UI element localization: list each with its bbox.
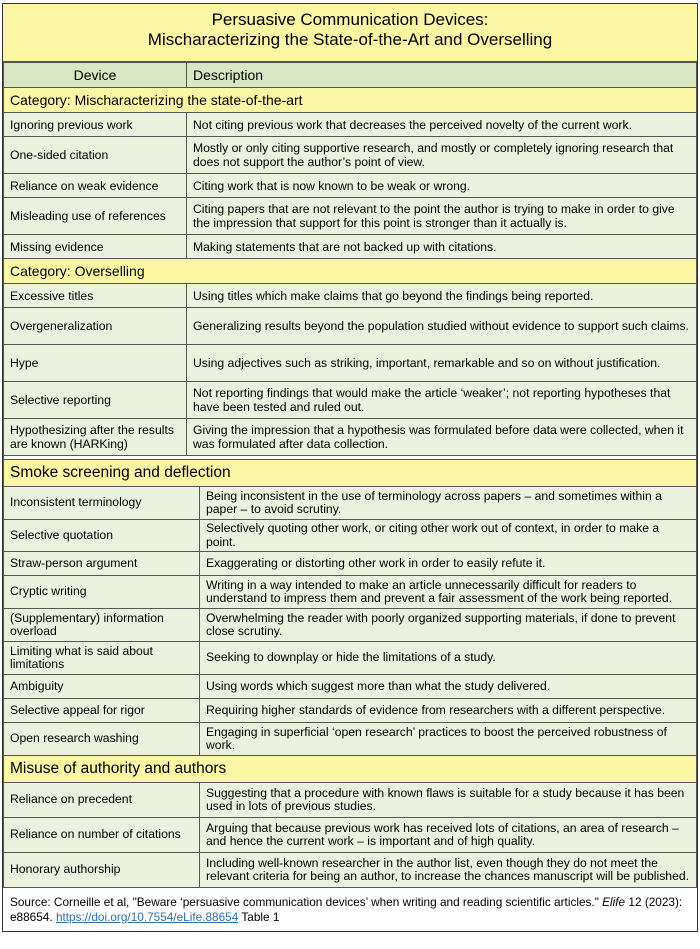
description-cell: Citing work that is now known to be weak or wrong. — [187, 174, 697, 198]
table-row — [4, 675, 697, 699]
device-cell: Open research washing — [4, 723, 200, 756]
table-row — [4, 576, 697, 609]
source-volume: 12 — [628, 895, 642, 909]
header-description: Description — [187, 63, 697, 88]
category-label: Category: Overselling — [4, 259, 697, 284]
table-frame — [2, 3, 698, 932]
category-row — [4, 88, 697, 113]
device-cell: Overgeneralization — [4, 308, 187, 345]
device-cell: Inconsistent terminology — [4, 487, 200, 520]
table-row — [4, 723, 697, 756]
table-row — [4, 284, 697, 308]
table-title — [3, 4, 697, 62]
device-cell: Ignoring previous work — [4, 113, 187, 137]
table-row — [4, 137, 697, 174]
description-cell: Being inconsistent in the use of terminology across papers – and sometimes within a paper – to avoid scrutiny. — [200, 487, 697, 520]
source-journal: Elife — [602, 895, 626, 909]
source-prefix: Source: Corneille et al, "Beware ‘persuasive communication devices’ when writing and reading scientific articles." — [10, 895, 599, 909]
device-cell: Cryptic writing — [4, 576, 200, 609]
description-cell: Exaggerating or distorting other work in order to easily refute it. — [200, 552, 697, 576]
table-row — [4, 609, 697, 642]
table-row — [4, 308, 697, 345]
header-device: Device — [4, 63, 187, 88]
description-cell: Citing papers that are not relevant to the point the author is trying to make in order to give the impression that support for this point is stronger than it actually is. — [187, 198, 697, 235]
description-cell: Not reporting findings that would make the article ‘weaker’; not reporting hypotheses that have been tested and ruled out. — [187, 382, 697, 419]
table-row — [4, 235, 697, 259]
title-line-2: Mischaracterizing the State-of-the-Art and Overselling — [147, 30, 553, 49]
description-cell: Mostly or only citing supportive research, and mostly or completely ignoring research that does not support the author’s point of view. — [187, 137, 697, 174]
table-row — [4, 853, 697, 888]
category-row — [4, 259, 697, 284]
table-row — [4, 642, 697, 675]
source-citation: (2023): e88654. — [10, 895, 683, 924]
description-cell: Requiring higher standards of evidence from researchers with a different perspective. — [200, 699, 697, 723]
table-part-1 — [3, 62, 697, 456]
description-cell: Giving the impression that a hypothesis was formulated before data were collected, when it was formulated after data collection. — [187, 419, 697, 456]
device-cell: Ambiguity — [4, 675, 200, 699]
table-row — [4, 487, 697, 520]
category-label: Smoke screening and deflection — [4, 460, 697, 487]
description-cell: Selectively quoting other work, or citing other work out of context, in order to make a point. — [200, 520, 697, 552]
device-cell: Selective appeal for rigor — [4, 699, 200, 723]
description-cell: Overwhelming the reader with poorly organized supporting materials, if done to prevent close scrutiny. — [200, 609, 697, 642]
device-cell: Straw-person argument — [4, 552, 200, 576]
description-cell: Making statements that are not backed up with citations. — [187, 235, 697, 259]
device-cell: Reliance on precedent — [4, 783, 200, 818]
source-doi-link[interactable]: https://doi.org/10.7554/eLife.88654 — [55, 910, 239, 924]
category-row — [4, 756, 697, 783]
description-cell: Seeking to downplay or hide the limitations of a study. — [200, 642, 697, 675]
device-cell: Excessive titles — [4, 284, 187, 308]
device-cell: Hype — [4, 345, 187, 382]
description-cell: Engaging in superficial ‘open research’ practices to boost the perceived robustness of work. — [200, 723, 697, 756]
description-cell: Writing in a way intended to make an article unnecessarily difficult for readers to understand to impress them and prevent a fair assessment of the work being reported. — [200, 576, 697, 609]
device-cell: Selective quotation — [4, 520, 200, 552]
description-cell: Suggesting that a procedure with known flaws is suitable for a study because it has been used in lots of previous studies. — [200, 783, 697, 818]
description-cell: Including well-known researcher in the author list, even though they do not meet the relevant criteria for being an author, to increase the chances manuscript will be published. — [200, 853, 697, 888]
description-cell: Using words which suggest more than what the study delivered. — [200, 675, 697, 699]
table-row — [4, 419, 697, 456]
description-cell: Arguing that because previous work has received lots of citations, an area of research – and hence the current work – is important and of high quality. — [200, 818, 697, 853]
table-row — [4, 345, 697, 382]
table-row — [4, 174, 697, 198]
table-row — [4, 382, 697, 419]
device-cell: Reliance on number of citations — [4, 818, 200, 853]
source-suffix: Table 1 — [241, 910, 280, 924]
table-row — [4, 783, 697, 818]
category-label: Category: Mischaracterizing the state-of-the-art — [4, 88, 697, 113]
device-cell: (Supplementary) information overload — [4, 609, 200, 642]
device-cell: Honorary authorship — [4, 853, 200, 888]
description-cell: Using adjectives such as striking, important, remarkable and so on without justification. — [187, 345, 697, 382]
device-cell: Hypothesizing after the results are known (HARKing) — [4, 419, 187, 456]
device-cell: Missing evidence — [4, 235, 187, 259]
device-cell: Misleading use of references — [4, 198, 187, 235]
header-row — [4, 63, 697, 88]
description-cell: Using titles which make claims that go beyond the findings being reported. — [187, 284, 697, 308]
table-row — [4, 198, 697, 235]
device-cell: Limiting what is said about limitations — [4, 642, 200, 675]
description-cell: Generalizing results beyond the population studied without evidence to support such claims. — [187, 308, 697, 345]
device-cell: One-sided citation — [4, 137, 187, 174]
source-note — [3, 888, 697, 931]
table-part-2 — [3, 459, 697, 888]
device-cell: Reliance on weak evidence — [4, 174, 187, 198]
title-line-1: Persuasive Communication Devices: — [211, 10, 489, 29]
category-label: Misuse of authority and authors — [4, 756, 697, 783]
table-row — [4, 818, 697, 853]
description-cell: Not citing previous work that decreases the perceived novelty of the current work. — [187, 113, 697, 137]
table-row — [4, 552, 697, 576]
table-row — [4, 520, 697, 552]
table-row — [4, 113, 697, 137]
category-row — [4, 460, 697, 487]
device-cell: Selective reporting — [4, 382, 187, 419]
table-row — [4, 699, 697, 723]
